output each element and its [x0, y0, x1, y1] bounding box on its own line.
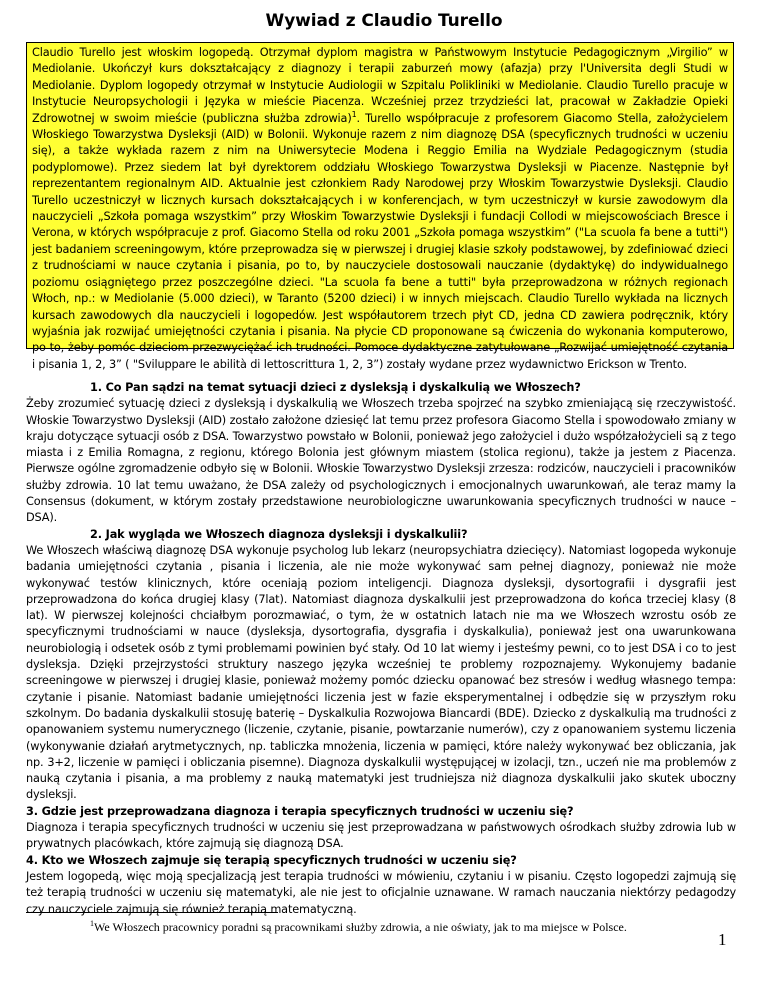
- footnote: [90, 919, 730, 935]
- question-3: 3. Gdzie jest przeprowadzana diagnoza i terapia specyficznych trudności w uczeniu się?: [26, 804, 574, 818]
- answer-1: Żeby zrozumieć sytuację dzieci z dysleksją i dyskalkulią we Włoszech trzeba spojrzeć na szybko zmieniającą się rzeczywistość. Włoskie Towarzystwo Dysleksji (AID) zostało założone dziesięć lat temu przez profesora Giacomo Stella i spowodowało zmiany w kraju dotyczące sytuacji osób z DSA. Towarzystwo powstało w Bolonii, ponieważ jego założyciel i dużo współzałożycieli są z tego miasta i z Emilia Romagna, z regionu, którego Bolonia jest głównym miastem (stolica regionu), także ja jestem z Piacenza. Pierwsze ogólne zgromadzenie odbyło się w Bolonii. Włoskie Towarzystwo Dysleksji zrzesza: rodziców, nauczycieli i pracowników służby zdrowia. 10 lat temu uważano, że DSA zależy od psychologicznych i emocjonalnych uwarunkowań, ale teraz mamy la Consensus (dokument, w którym zostały przedstawione neurobiologiczne uwarunkowania specyficznych trudności w nauce – DSA).: [26, 397, 736, 525]
- question-2: 2. Jak wygląda we Włoszech diagnoza dysleksji i dyskalkulii?: [90, 527, 468, 541]
- question-1: 1. Co Pan sądzi na temat sytuacji dzieci z dysleksją i dyskalkulią we Włoszech?: [90, 381, 581, 394]
- author-bio-box: [26, 42, 734, 371]
- footnote-text: We Włoszech pracownicy poradni są pracownikami służby zdrowia, a nie oświaty, jak to ma miejsce w Polsce.: [94, 920, 627, 934]
- footnote-marker: 1: [90, 919, 94, 928]
- bio-text-part1: Claudio Turello jest włoskim logopedą. Otrzymał dyplom magistra w Państwowym Instytucie Pedagogicznym „Virgilio” w Mediolanie. Ukończył kurs dokształcający z diagnozy i terapii zaburzeń mowy (afazja) przy l'Universita degli Studi w Mediolanie. Dyplom logopedy otrzymał w Instytucie Audiologii w Szpitalu Polikliniki w Mediolanie. Claudio Turello pracuje w Instytucie Neuropsychologii i Języka w mieście Piacenza. Wcześniej przez trzydzieści lat, pracował w Zakładzie Opieki Zdrowotnej w swoim mieście (publiczna służba zdrowia): [32, 46, 728, 125]
- interview-body: [26, 380, 736, 918]
- answer-2: We Włoszech właściwą diagnozę DSA wykonuje psycholog lub lekarz (neuropsychiatra dziecięcy). Natomiast logopeda wykonuje badania umiejętności czytania , pisania i liczenia, ale nie może wykonywać sam pełnej diagnozy, ponieważ nie może wykonywać testów klinicznych, które oceniają poziom inteligencji. Diagnoza dysleksji, dysortografii i dysgrafii jest przeprowadzona do końca drugiej klasy (7lat). Natomiast diagnoza dyskalkulii jest przeprowadzona do końca trzeciej klasy (8 lat). W pierwszej kolejności chciałbym porozmawiać, o tym, że w ostatnich latach nie ma we Włoszech wzrostu osób ze specyficznymi trudnościami w nauce (dysleksja, dysortografia, dysgrafia i dyskalkulia), ponieważ jest ona uwarunkowana neurobiologią i odsetek osób z tymi problemami powinien być stały. Od 10 lat wiemy i jesteśmy pewni, co to jest DSA i co to jest dysleksja. Dzięki przejrzystości struktury naszego języka wcześniej te problemy rozpoznajemy. Wykonujemy badanie screeningowe w pierwszej i drugiej klasie, ponieważ możemy pomóc dziecku opanować bez stresów i według własnego tempa: czytanie i pisanie. Natomiast badanie umiejętności liczenia jest w fazie eksperymentalnej i odbędzie się w przyszłym roku szkolnym. Do badania dyskalkulii stosuję baterię – Dyskalkulia Rozwojowa Biancardi (BDE). Dziecko z dyskalkulią ma trudności z opanowaniem systemu numerycznego (liczenie, czytanie, pisanie, powtarzanie numerów), czy z opanowaniem systemu liczenia (wykonywanie działań arytmetycznych, np. tabliczka mnożenia, liczenia w pamięci, które należy wykonywać bez obliczania, jak np. 3+2, liczenie w pamięci i obliczania pisemne). Diagnoza dyskalkulii występującej w izolacji, tzn., uczeń nie ma problemów z nauką czytania i pisania, a ma problemy z nauką matematyki jest trudniejsza niż diagnoza dyskalkulii jako skutek uboczny dysleksji.: [26, 543, 736, 802]
- footnote-reference[interactable]: 1: [351, 109, 357, 119]
- bio-text-part2: . Turello współpracuje z profesorem Giacomo Stella, założycielem Włoskiego Towarzystwa Dysleksji (AID) w Bolonii. Wykonuje razem z nim diagnozę DSA (specyficznych trudności w uczeniu się), a także wykłada razem z nim na Uniwersytecie Modena i Reggio Emilia na Wydziale Pedagogicznym (studia podyplomowe). Przez siedem lat był dyrektorem oddziału Włoskiego Towarzystwa Dysleksji w Piacenze. Następnie był reprezentantem regionalnym AID. Aktualnie jest członkiem Rady Narodowej przy Włoskim Towarzystwie Dysleksji. Claudio Turello uczestniczył w licznych kursach dokształcających i w konferencjach, w tym uczestniczył w kursie zawodowym dla nauczycieli „Szkoła pomaga wszystkim” przy Włoskim Towarzystwie Dysleksji i fundacji Collodi w miejscowościach Bresce i Verona, w których współpracuje z prof. Giacomo Stella od roku 2001 „Szkoła pomaga wszystkim” ("La scuola fa bene a tutti") jest badaniem screeningowym, które przeprowadza się w pierwszej i drugiej klasie szkoły podstawowej, by zdefiniować dzieci z trudnościami w nauce czytania i pisania, po to, by nauczyciele dostosowali nauczanie (dydaktykę) do indywidualnego poziomu osiągniętego przez poszczególne dzieci. "La scuola fa bene a tutti" była przeprowadzona w różnych regionach Włoch, np.: w Mediolanie (5.000 dzieci), w Taranto (5200 dzieci) i w innych miejscach. Claudio Turello wykłada na licznych kursach zawodowych dla nauczycieli i logopedów. Jest współautorem trzech płyt CD, jedna CD zawiera podręcznik, który wyjaśnia jak rozwijać umiejętności czytania i pisania. Na płycie CD proponowane są ćwiczenia do wykonania komputerowo, po to, żeby pomóc dzieciom przezwyciężać ich trudności. Pomoce dydaktyczne zatytułowane „Rozwijać umiejętność czytania i pisania 1, 2, 3” ( "Sviluppare le abilità di lettoscrittura 1, 2, 3”) zostały wydane przez wydawnictwo Erickson w Trento.: [32, 111, 728, 371]
- answer-4: Jestem logopedą, więc moją specjalizacją jest terapia trudności w mówieniu, czytaniu i w pisaniu. Często logopedzi zajmują się też terapią trudności w uczeniu się matematyki, ale nie jest to oficjalnie uznawane. W ramach nauczania niektórzy pedagodzy czy nauczyciele zajmują się również terapią matematyczną.: [26, 869, 736, 916]
- question-4: 4. Kto we Włoszech zajmuje się terapią specyficznych trudności w uczeniu się?: [26, 853, 517, 867]
- answer-3: Diagnoza i terapia specyficznych trudności w uczeniu się jest przeprowadzana w państwowych ośrodkach służby zdrowia lub w prywatnych placówkach, które zajmują się diagnozą DSA.: [26, 821, 736, 851]
- page-number: 1: [718, 930, 727, 949]
- document-title: Wywiad z Claudio Turello: [265, 11, 503, 31]
- footnote-divider: [26, 912, 278, 913]
